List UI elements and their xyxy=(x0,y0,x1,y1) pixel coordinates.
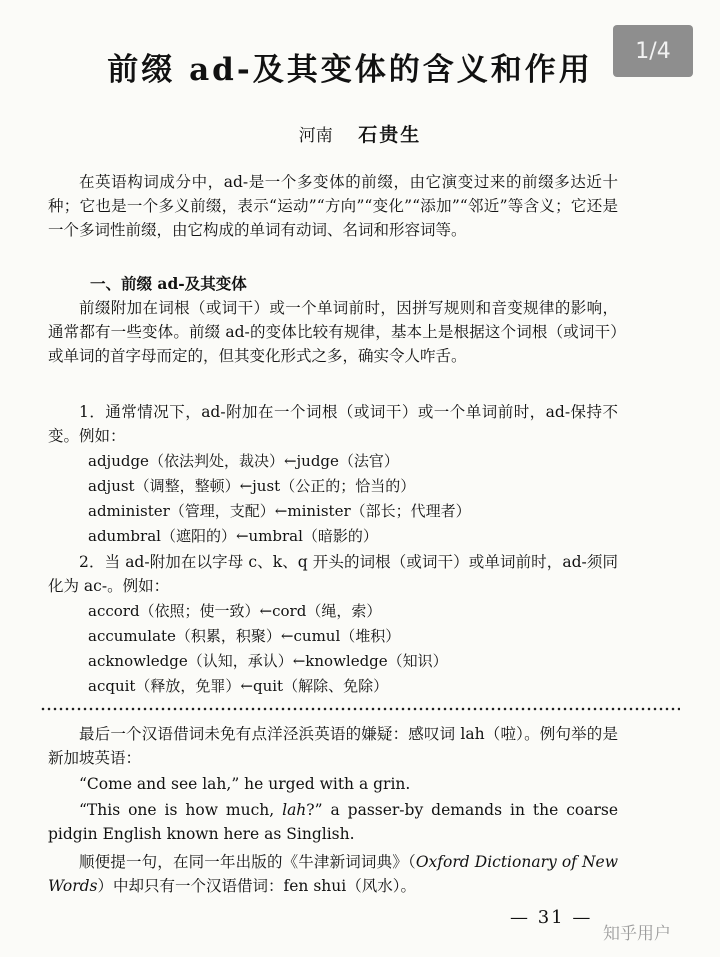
quote-part: “This one is how much, xyxy=(79,801,283,819)
rule-1-text: 1．通常情况下，ad-附加在一个词根（或词干）或一个单词前时，ad-保持不变。例如： xyxy=(48,403,618,445)
example-item: acquit（释放，免罪）←quit（解除、免除） xyxy=(88,677,389,695)
lower-text-4 xyxy=(48,850,618,898)
lower-text-1: 最后一个汉语借词未免有点洋泾浜英语的嫌疑：感叹词 lah（啦）。例句举的是新加坡英语： xyxy=(48,725,618,767)
page-number: — 31 — xyxy=(510,907,593,928)
page-indicator-badge: 1/4 xyxy=(613,25,693,77)
lower-paragraph-1 xyxy=(48,722,618,770)
dotted-divider xyxy=(40,707,680,711)
intro-text: 在英语构词成分中，ad-是一个多变体的前缀，由它演变过来的前缀多达近十种；它也是一个多义前缀，表示“运动”“方向”“变化”“添加”“邻近”等含义；它还是一个多词性前缀，由它构成的单词有动词、名词和形容词等。 xyxy=(48,173,618,239)
dictionary-title: Oxford Dictionary of New Words xyxy=(48,853,618,895)
rule-1 xyxy=(48,400,618,448)
lower-text-2: “Come and see lah,” he urged with a grin. xyxy=(79,775,411,793)
example-item: adjust（调整，整顿）←just（公正的；恰当的） xyxy=(88,477,416,495)
article-title: 前缀 ad-及其变体的含义和作用 xyxy=(107,52,593,88)
rule-2 xyxy=(48,550,618,598)
section-paragraph xyxy=(48,296,618,368)
note-part: ）中却只有一个汉语借词：fen shui（风水）。 xyxy=(97,877,416,895)
author-name: 石贵生 xyxy=(358,124,422,146)
lower-paragraph-3 xyxy=(48,798,618,846)
note-part: 顺便提一句，在同一年出版的《牛津新词词典》（ xyxy=(79,853,416,871)
example-item: adumbral（遮阳的）←umbral（暗影的） xyxy=(88,527,378,545)
lower-paragraph-2 xyxy=(48,772,618,796)
lower-paragraph-4 xyxy=(48,850,618,898)
quote-italic: lah xyxy=(282,801,307,819)
example-item: accumulate（积累，积聚）←cumul（堆积） xyxy=(88,627,401,645)
section-text: 前缀附加在词根（或词干）或一个单词前时，因拼写规则和音变规律的影响，通常都有一些变体。前缀 ad-的变体比较有规律，基本上是根据这个词根（或词干）或单词的首字母而定的，但其变化形式之多，确实令人咋舌。 xyxy=(48,299,618,365)
example-item: accord（依照；使一致）←cord（绳，索） xyxy=(88,602,382,620)
quote-part: ?” a passer-by demands in the coarse pidgin English known here as Singlish. xyxy=(48,801,618,843)
intro-paragraph xyxy=(48,170,618,242)
section-heading: 一、前缀 ad-及其变体 xyxy=(90,274,247,293)
author-place: 河南 xyxy=(298,126,333,146)
example-item: administer（管理，支配）←minister（部长；代理者） xyxy=(88,502,471,520)
example-item: adjudge（依法判处，裁决）←judge（法官） xyxy=(88,452,399,470)
example-item: acknowledge（认知，承认）←knowledge（知识） xyxy=(88,652,448,670)
lower-text-3 xyxy=(48,798,618,846)
author-line xyxy=(0,120,720,147)
watermark: 知乎用户 xyxy=(603,924,671,944)
rule-2-text: 2．当 ad-附加在以字母 c、k、q 开头的词根（或词干）或单词前时，ad-须同化为 ac-。例如： xyxy=(48,553,618,595)
